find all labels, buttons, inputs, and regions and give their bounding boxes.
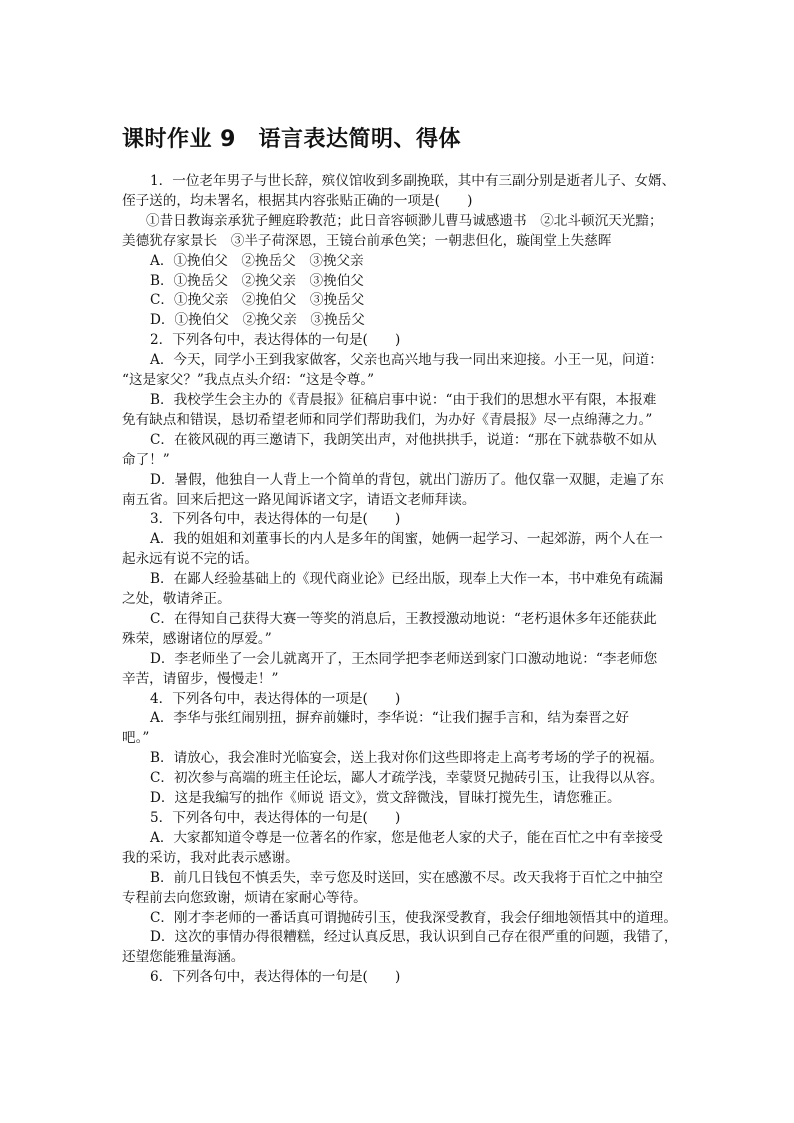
text-line: 专程前去向您致谢，烦请在家耐心等待。 <box>122 889 367 906</box>
text-line: D．这是我编写的拙作《师说 语文》，赏文辞微浅，冒昧打搅先生，请您雅正。 <box>150 790 621 807</box>
text-line: D．李老师坐了一会儿就离开了，王杰同学把李老师送到家门口激动地说：“李老师您 <box>150 650 658 667</box>
text-line: B．在鄙人经验基础上的《现代商业论》已经出版，现奉上大作一本，书中难免有疏漏 <box>150 571 663 588</box>
text-line: 4．下列各句中，表达得体的一项是( ) <box>150 690 401 707</box>
text-line: 6．下列各句中，表达得体的一句是( ) <box>150 969 401 986</box>
text-line: A．①挽伯父 ②挽岳父 ③挽父亲 <box>150 252 364 269</box>
text-line: ①昔日教诲亲承犹子鲤庭聆教范；此日音容顿渺儿曹马诚感遗书 ②北斗顿沉天光黯； <box>146 212 663 229</box>
text-line: 免有缺点和错误，恳切希望老师和同学们帮助我们，为办好《青晨报》尽一点绵薄之力。” <box>122 411 653 428</box>
text-line: 南五省。回来后把这一路见闻诉诸文字，请语文老师拜读。 <box>122 491 476 508</box>
text-line: C．在筱风砚的再三邀请下，我朗笑出声，对他拱拱手，说道：“那在下就恭敬不如从 <box>150 431 657 448</box>
text-line: 殊荣，感谢诸位的厚爱。” <box>122 630 272 647</box>
text-line: C．在得知自己获得大赛一等奖的消息后，王教授激动地说：“老朽退休多年还能获此 <box>150 610 657 627</box>
text-line: B．请放心，我会准时光临宴会，送上我对你们这些即将走上高考考场的学子的祝福。 <box>150 750 663 767</box>
text-line: 2．下列各句中，表达得体的一句是( ) <box>150 332 401 349</box>
text-line: 1．一位老年男子与世长辞，殡仪馆收到多副挽联，其中有三副分别是逝者儿子、女婿、 <box>150 173 676 189</box>
text-line: 辛苦，请留步，慢慢走！” <box>122 670 279 687</box>
text-line: B．前几日钱包不慎丢失，幸亏您及时送回，实在感激不尽。改天我将于百忙之中抽空 <box>150 869 663 886</box>
text-line: 我的采访，我对此表示感谢。 <box>122 849 299 866</box>
text-line: 5．下列各句中，表达得体的一句是( ) <box>150 810 401 826</box>
text-line: A．李华与张红闹别扭，摒弃前嫌时，李华说：“让我们握手言和，结为秦晋之好 <box>150 710 629 727</box>
text-line: A．我的姐姐和刘董事长的内人是多年的闺蜜，她俩一起学习、一起郊游，两个人在一 <box>150 531 663 548</box>
text-line: B．①挽岳父 ②挽父亲 ③挽伯父 <box>150 272 364 289</box>
text-line: 3．下列各句中，表达得体的一句是( ) <box>150 511 401 528</box>
text-line: “这是家父？”我点点头介绍：“这是令尊。” <box>122 372 375 389</box>
text-line: C．①挽父亲 ②挽伯父 ③挽岳父 <box>150 292 365 309</box>
text-line: 起永远有说不完的话。 <box>122 551 258 568</box>
text-line: C．刚才李老师的一番话真可谓抛砖引玉，使我深受教育，我会仔细地领悟其中的道理。 <box>150 909 677 926</box>
text-line: A．今天，同学小王到我家做客，父亲也高兴地与我一同出来迎接。小王一见，问道： <box>150 352 663 369</box>
text-line: 侄子送的，均未署名，根据其内容张贴正确的一项是( ) <box>122 192 473 209</box>
text-line: B．我校学生会主办的《青晨报》征稿启事中说：“由于我们的思想水平有限，本报难 <box>150 391 657 408</box>
text-line: D．①挽伯父 ②挽父亲 ③挽岳父 <box>150 312 365 329</box>
text-line: 美德犹存家景长 ③半子荷深恩，王镜台前承色笑；一朝悲但化，璇闺堂上失慈晖 <box>122 232 612 249</box>
text-line: 之处，敬请斧正。 <box>122 591 231 608</box>
text-line: 命了！” <box>122 451 170 468</box>
text-line: C．初次参与高端的班主任论坛，鄙人才疏学浅，幸蒙贤兄抛砖引玉，让我得以从容。 <box>150 770 664 787</box>
text-line: 吧。” <box>122 730 150 747</box>
text-line: D．暑假，他独自一人背上一个简单的背包，就出门游历了。他仅靠一双腿，走遍了东 <box>150 471 664 488</box>
page-title: 课时作业 9 语言表达简明、得体 <box>122 127 461 152</box>
document-body <box>122 172 682 988</box>
text-line: 还望您能雅量海涵。 <box>122 949 245 966</box>
text-line: D．这次的事情办得很糟糕，经过认真反思，我认识到自己存在很严重的问题，我错了， <box>150 929 678 946</box>
text-line: A．大家都知道令尊是一位著名的作家，您是他老人家的犬子，能在百忙之中有幸接受 <box>150 829 663 846</box>
